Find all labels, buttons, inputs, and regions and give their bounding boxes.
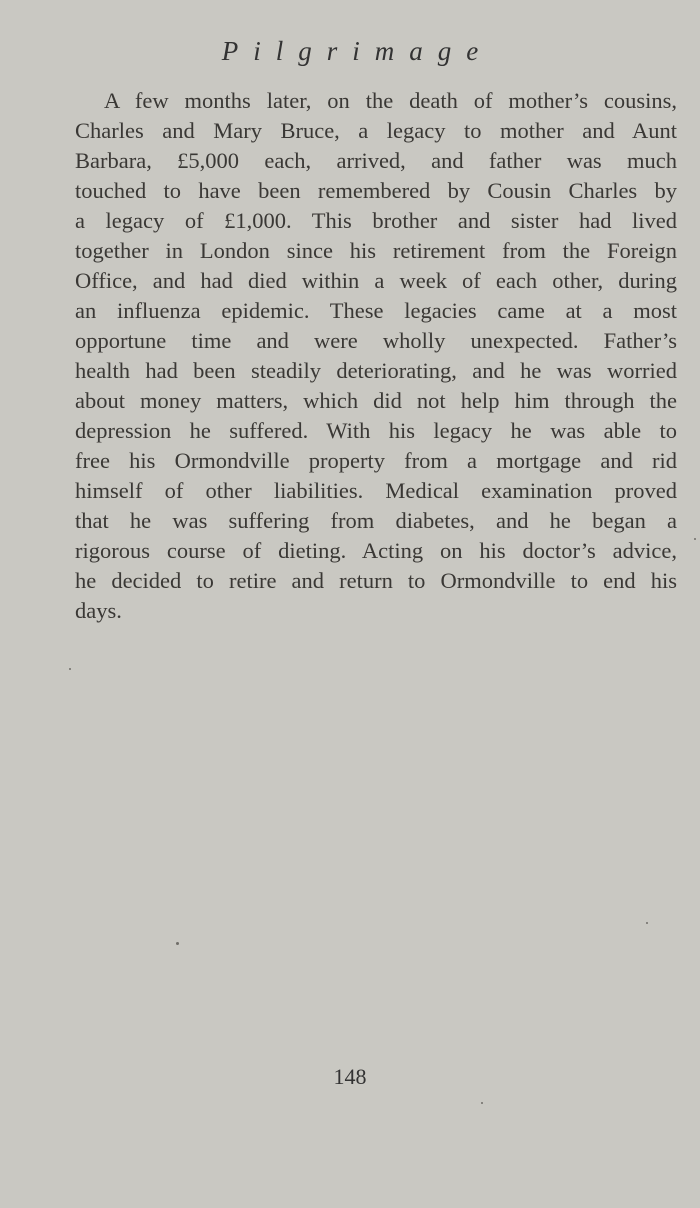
text-line: himself of other liabilities. Medical examination proved <box>75 478 677 503</box>
text-line: Office, and had died within a week of each other, during <box>75 268 677 293</box>
paper-speck <box>481 1102 483 1104</box>
text-line: Barbara, £5,000 each, arrived, and father was much <box>75 148 677 173</box>
text-line: a legacy of £1,000. This brother and sister had lived <box>75 208 677 233</box>
text-line: rigorous course of dieting. Acting on his doctor’s advice, <box>75 538 677 563</box>
text-line: depression he suffered. With his legacy he was able to <box>75 418 677 443</box>
text-line: A few months later, on the death of mother’s cousins, <box>104 88 677 113</box>
text-line: touched to have been remembered by Cousin Charles by <box>75 178 677 203</box>
paper-speck <box>69 668 71 670</box>
text-line: health had been steadily deteriorating, and he was worried <box>75 358 677 383</box>
text-line: free his Ormondville property from a mortgage and rid <box>75 448 677 473</box>
paper-speck <box>646 922 648 924</box>
text-line: he decided to retire and return to Ormondville to end his <box>75 568 677 593</box>
text-line: opportune time and were wholly unexpected. Father’s <box>75 328 677 353</box>
paper-speck <box>694 538 696 540</box>
page-number: 148 <box>333 1064 367 1089</box>
text-line: days. <box>75 598 122 623</box>
text-line: that he was suffering from diabetes, and he began a <box>75 508 677 533</box>
text-line: about money matters, which did not help him through the <box>75 388 677 413</box>
running-head-title: Pilgrimage <box>221 36 494 66</box>
text-line: together in London since his retirement from the Foreign <box>75 238 677 263</box>
body-paragraph <box>75 86 677 626</box>
paper-speck <box>176 942 179 945</box>
text-line: Charles and Mary Bruce, a legacy to mother and Aunt <box>75 118 677 143</box>
text-line: an influenza epidemic. These legacies came at a most <box>75 298 677 323</box>
